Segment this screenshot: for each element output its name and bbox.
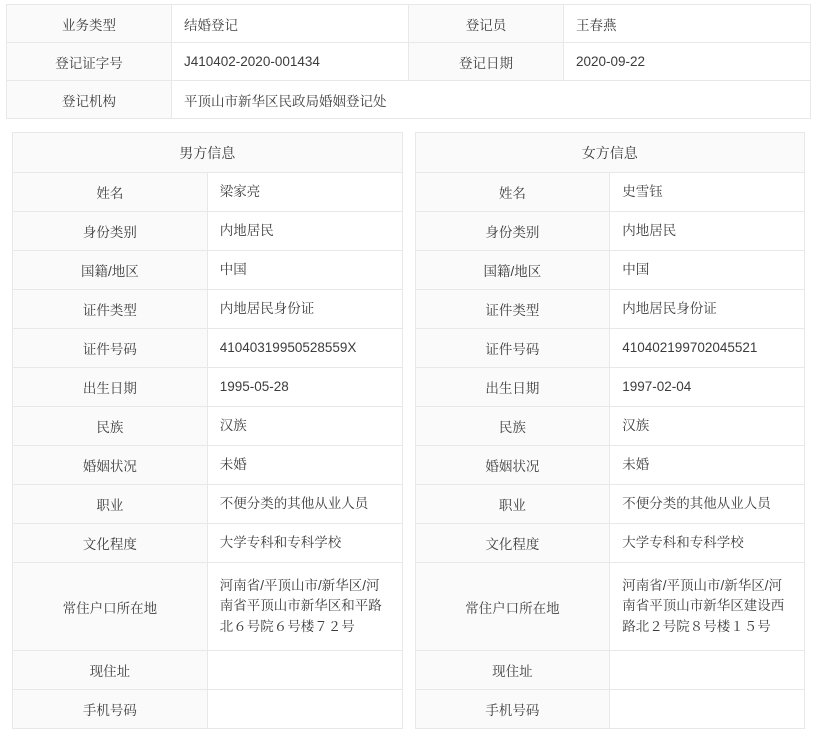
table-row	[415, 368, 805, 407]
male-phone-label: 手机号码	[13, 690, 208, 729]
table-row	[415, 690, 805, 729]
male-id-number-value: 41040319950528559X	[207, 329, 402, 368]
female-occupation-value: 不便分类的其他从业人员	[610, 485, 805, 524]
table-row	[7, 5, 811, 43]
male-ethnicity-label: 民族	[13, 407, 208, 446]
female-ethnicity-label: 民族	[415, 407, 610, 446]
male-name-label: 姓名	[13, 173, 208, 212]
registration-summary-table	[6, 4, 811, 119]
female-section-title: 女方信息	[415, 133, 805, 173]
male-ethnicity-value: 汉族	[207, 407, 402, 446]
table-row	[415, 485, 805, 524]
female-household-address-value: 河南省/平顶山市/新华区/河南省平顶山市新华区建设西路北２号院８号楼１５号	[610, 563, 805, 651]
table-row	[415, 133, 805, 173]
female-identity-category-value: 内地居民	[610, 212, 805, 251]
certificate-number-label: 登记证字号	[7, 43, 172, 81]
table-row	[13, 251, 403, 290]
female-education-value: 大学专科和专科学校	[610, 524, 805, 563]
table-row	[415, 212, 805, 251]
male-household-address-label: 常住户口所在地	[13, 563, 208, 651]
female-phone-label: 手机号码	[415, 690, 610, 729]
female-nationality-value: 中国	[610, 251, 805, 290]
table-row	[13, 485, 403, 524]
female-education-label: 文化程度	[415, 524, 610, 563]
table-row	[415, 173, 805, 212]
female-id-number-value: 410402199702045521	[610, 329, 805, 368]
female-identity-category-label: 身份类别	[415, 212, 610, 251]
male-occupation-label: 职业	[13, 485, 208, 524]
male-id-number-label: 证件号码	[13, 329, 208, 368]
female-name-label: 姓名	[415, 173, 610, 212]
table-row	[415, 563, 805, 651]
registration-office-value: 平顶山市新华区民政局婚姻登记处	[172, 81, 811, 119]
table-row	[13, 651, 403, 690]
female-ethnicity-value: 汉族	[610, 407, 805, 446]
table-row	[7, 81, 811, 119]
male-birth-date-label: 出生日期	[13, 368, 208, 407]
table-row	[13, 690, 403, 729]
male-household-address-value: 河南省/平顶山市/新华区/河南省平顶山市新华区和平路北６号院６号楼７２号	[207, 563, 402, 651]
table-row	[13, 173, 403, 212]
table-row	[13, 133, 403, 173]
female-current-address-value	[610, 651, 805, 690]
female-nationality-label: 国籍/地区	[415, 251, 610, 290]
table-row	[13, 407, 403, 446]
certificate-number-value: J410402-2020-001434	[172, 43, 409, 81]
table-row	[7, 43, 811, 81]
table-row	[415, 329, 805, 368]
male-section-title: 男方信息	[13, 133, 403, 173]
male-info-table	[12, 132, 403, 729]
table-row	[13, 563, 403, 651]
female-info-table	[415, 132, 806, 729]
table-row	[13, 368, 403, 407]
male-birth-date-value: 1995-05-28	[207, 368, 402, 407]
party-info-columns	[6, 132, 811, 729]
registration-date-value: 2020-09-22	[564, 43, 811, 81]
male-nationality-value: 中国	[207, 251, 402, 290]
male-info-column	[12, 132, 403, 729]
male-education-label: 文化程度	[13, 524, 208, 563]
male-occupation-value: 不便分类的其他从业人员	[207, 485, 402, 524]
male-id-type-label: 证件类型	[13, 290, 208, 329]
male-current-address-value	[207, 651, 402, 690]
table-row	[13, 329, 403, 368]
male-education-value: 大学专科和专科学校	[207, 524, 402, 563]
registrar-label: 登记员	[409, 5, 564, 43]
female-id-type-value: 内地居民身份证	[610, 290, 805, 329]
female-current-address-label: 现住址	[415, 651, 610, 690]
female-birth-date-value: 1997-02-04	[610, 368, 805, 407]
male-marital-status-value: 未婚	[207, 446, 402, 485]
table-row	[415, 651, 805, 690]
female-info-column	[415, 132, 806, 729]
male-id-type-value: 内地居民身份证	[207, 290, 402, 329]
female-id-number-label: 证件号码	[415, 329, 610, 368]
female-household-address-label: 常住户口所在地	[415, 563, 610, 651]
table-row	[415, 290, 805, 329]
male-name-value: 梁家亮	[207, 173, 402, 212]
female-marital-status-value: 未婚	[610, 446, 805, 485]
male-current-address-label: 现住址	[13, 651, 208, 690]
table-row	[13, 446, 403, 485]
table-row	[13, 524, 403, 563]
female-occupation-label: 职业	[415, 485, 610, 524]
registrar-value: 王春燕	[564, 5, 811, 43]
table-row	[415, 524, 805, 563]
registration-office-label: 登记机构	[7, 81, 172, 119]
table-row	[415, 446, 805, 485]
female-id-type-label: 证件类型	[415, 290, 610, 329]
female-phone-value	[610, 690, 805, 729]
male-identity-category-label: 身份类别	[13, 212, 208, 251]
table-row	[13, 290, 403, 329]
business-type-value: 结婚登记	[172, 5, 409, 43]
female-name-value: 史雪钰	[610, 173, 805, 212]
table-row	[415, 407, 805, 446]
registration-date-label: 登记日期	[409, 43, 564, 81]
male-identity-category-value: 内地居民	[207, 212, 402, 251]
table-row	[415, 251, 805, 290]
business-type-label: 业务类型	[7, 5, 172, 43]
male-nationality-label: 国籍/地区	[13, 251, 208, 290]
female-birth-date-label: 出生日期	[415, 368, 610, 407]
male-marital-status-label: 婚姻状况	[13, 446, 208, 485]
female-marital-status-label: 婚姻状况	[415, 446, 610, 485]
table-row	[13, 212, 403, 251]
male-phone-value	[207, 690, 402, 729]
